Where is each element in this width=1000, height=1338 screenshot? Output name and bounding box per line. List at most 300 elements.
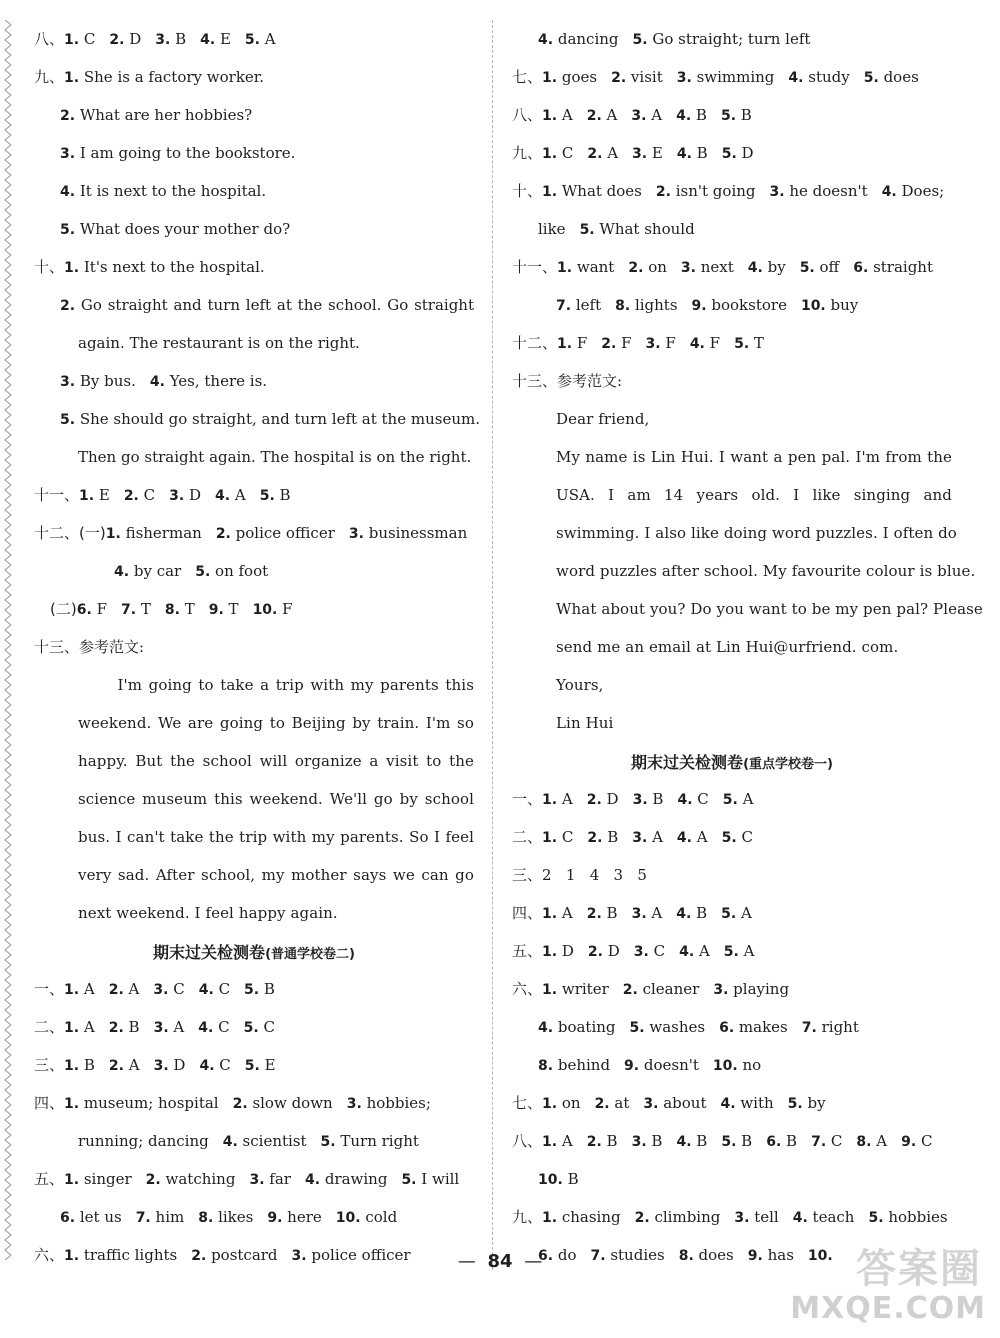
essay-line: My name is Lin Hui. I want a pen pal. I'm from the [556, 448, 952, 466]
question-number: 2. [60, 108, 76, 124]
answer-column-left [34, 20, 480, 1274]
answer-line [512, 970, 952, 1008]
binding-edge-zigzag [4, 20, 12, 1260]
answer-text: singer [83, 1170, 132, 1188]
section-number: 七、 [512, 68, 543, 86]
question-number: 1. [64, 70, 80, 86]
essay-line: send me an email at Lin Hui@urfriend. com. [556, 638, 899, 656]
answer-line [512, 1160, 952, 1198]
answer-item [538, 1170, 579, 1188]
answer-text: he doesn't [789, 182, 868, 200]
answer-item [632, 1132, 663, 1150]
question-number: 5. [632, 32, 648, 48]
answer-item [209, 600, 239, 618]
answer-text: studies [610, 1246, 665, 1264]
answer-item [136, 1208, 185, 1226]
question-number: 2. [622, 982, 638, 998]
answer-line [512, 134, 952, 172]
question-number: 8. [678, 1248, 694, 1264]
question-number: 1. [542, 982, 558, 998]
answer-text: C [697, 790, 709, 808]
question-number: 5. [722, 792, 738, 808]
answer-line [512, 248, 952, 286]
answer-item [656, 182, 756, 200]
answer-text: B [741, 1132, 753, 1150]
answer-text: swimming [696, 68, 775, 86]
answer-text: I will [421, 1170, 460, 1188]
answer-item [542, 790, 573, 808]
answer-line [512, 780, 952, 818]
answer-item [109, 1018, 140, 1036]
question-number: 4. [304, 1172, 321, 1188]
answer-text: has [767, 1246, 794, 1264]
answer-text: museum; hospital [83, 1094, 219, 1112]
question-number: 5. [579, 222, 595, 238]
question-number: 4. [676, 146, 692, 162]
column-divider [492, 20, 493, 1270]
question-number: 4. [222, 1134, 238, 1150]
question-number: 6. [76, 602, 92, 618]
answer-line [512, 20, 952, 58]
answer-text: does [698, 1246, 734, 1264]
answer-text: again. The restaurant is on the right. [78, 334, 360, 352]
answer-text: by car [133, 562, 182, 580]
question-number: 3. [169, 488, 185, 504]
answer-item [169, 486, 201, 504]
question-number: 6. [719, 1020, 735, 1036]
section-number: 三、 [34, 1056, 65, 1074]
answer-line [512, 1122, 952, 1160]
answer-item [587, 828, 618, 846]
answer-text: C [218, 1018, 230, 1036]
question-number: 4. [676, 1134, 692, 1150]
answer-text: A [740, 904, 752, 922]
question-number: 3. [676, 70, 692, 86]
question-number: 2. [594, 1096, 610, 1112]
answer-text: C [561, 144, 574, 162]
question-number: 1. [64, 260, 80, 276]
essay-line: I'm going to take a trip with my parents this [78, 676, 474, 694]
answer-text: A [561, 106, 573, 124]
answer-line [34, 1084, 474, 1122]
answer-item [802, 1018, 859, 1036]
answer-text: Then go straight again. The hospital is on the right. [78, 448, 472, 466]
answer-text: on [648, 258, 667, 276]
answer-line [512, 1008, 952, 1046]
question-number: 9. [747, 1248, 763, 1264]
answer-item [692, 296, 787, 314]
answer-text: Go straight; turn left [652, 30, 811, 48]
question-number: 4. [538, 1020, 554, 1036]
question-number: 10. [335, 1210, 361, 1226]
answer-item [646, 334, 676, 352]
answer-item [676, 904, 707, 922]
answer-text: chasing [561, 1208, 621, 1226]
answer-item [60, 182, 266, 200]
answer-text: C [653, 942, 666, 960]
answer-text: let us [79, 1208, 122, 1226]
question-number: 5. [244, 1058, 260, 1074]
answer-line [34, 96, 474, 134]
question-number: 1. [64, 1096, 80, 1112]
essay-line: weekend. We are going to Beijing by train. I'm so [78, 714, 474, 732]
answer-line [34, 970, 474, 1008]
answer-text: on [561, 1094, 581, 1112]
answer-item [624, 1056, 699, 1074]
section-number: 十、 [512, 182, 543, 200]
answer-text: I am going to the bookstore. [79, 144, 296, 162]
answer-item [587, 1132, 618, 1150]
answer-line [34, 1008, 474, 1046]
answer-line [512, 324, 952, 362]
essay-line: Yours, [556, 676, 604, 694]
answer-line [512, 818, 952, 856]
question-number: 1. [64, 1058, 80, 1074]
question-number: 7. [120, 602, 137, 618]
answer-text: T [753, 334, 764, 352]
answer-text: A [742, 790, 754, 808]
answer-line [512, 96, 952, 134]
answer-text: A [651, 106, 663, 124]
essay-line: next weekend. I feel happy again. [78, 904, 338, 922]
answer-item [538, 30, 619, 48]
section-number: 九、 [512, 144, 543, 162]
question-number: 10. [807, 1248, 833, 1264]
question-number: 4. [200, 32, 216, 48]
answer-text: E [219, 30, 231, 48]
answer-text: police officer [311, 1246, 411, 1264]
answer-line [512, 894, 952, 932]
question-number: 2. [586, 906, 602, 922]
answer-line [512, 286, 952, 324]
answer-item [60, 296, 474, 314]
question-number: 5. [734, 336, 750, 352]
answer-text: D [173, 1056, 186, 1074]
answer-text: D [188, 486, 202, 504]
answer-item [542, 942, 574, 960]
answer-text: C [218, 980, 231, 998]
answer-text: likes [218, 1208, 254, 1226]
answer-text: boating [557, 1018, 616, 1036]
answer-text: behind [557, 1056, 611, 1074]
answer-line [34, 476, 474, 514]
answer-item [109, 30, 141, 48]
answer-item [77, 600, 107, 618]
question-number: 2. [655, 184, 671, 200]
question-number: 3. [680, 260, 696, 276]
question-number: 10. [712, 1058, 738, 1074]
answer-item [788, 68, 849, 86]
answer-text: straight [873, 258, 933, 276]
answer-line [34, 20, 474, 58]
section-number: 五、 [34, 1170, 65, 1188]
answer-text: Go straight and turn left at the school. Go straight [80, 296, 474, 314]
section-number: 十、 [34, 258, 65, 276]
answer-item [542, 144, 573, 162]
question-number: 2. [108, 1020, 124, 1036]
answer-text: E [264, 1056, 276, 1074]
question-number: 5. [799, 260, 815, 276]
answer-item [721, 904, 752, 922]
answer-item [60, 220, 290, 238]
question-number: 8. [538, 1058, 554, 1074]
question-number: 5. [723, 944, 739, 960]
question-number: 3. [631, 108, 647, 124]
answer-line [34, 1198, 474, 1236]
answer-item [588, 942, 620, 960]
answer-text: 参考范文: [557, 372, 623, 390]
heading-title: 期末过关检测卷 [631, 753, 744, 772]
answer-text: B [695, 106, 707, 124]
section-number: 十二、(一) [34, 524, 106, 542]
answer-text: by [767, 258, 786, 276]
heading-subtitle: (普通学校卷二) [265, 947, 355, 962]
question-number: 2. [628, 260, 644, 276]
question-number: 3. [249, 1172, 265, 1188]
answer-text: like [538, 220, 566, 238]
answer-item [233, 1094, 333, 1112]
answer-text: A [652, 828, 663, 846]
answer-line [34, 134, 474, 172]
question-number: 5. [195, 564, 211, 580]
answer-item [64, 1094, 219, 1112]
answer-text: scientist [242, 1132, 307, 1150]
question-number: 4. [792, 1210, 808, 1226]
question-number: 2. [109, 32, 125, 48]
answer-text: about [663, 1094, 707, 1112]
question-number: 4. [676, 906, 692, 922]
answer-item [677, 68, 775, 86]
answer-item [64, 980, 95, 998]
answer-text: 参考范文: [79, 638, 145, 656]
answer-item [811, 1132, 842, 1150]
question-number: 3. [633, 944, 649, 960]
answer-item [882, 182, 945, 200]
footer-dash-right: — [524, 1251, 543, 1272]
question-number: 8. [198, 1210, 214, 1226]
answer-text: B [607, 828, 619, 846]
answer-item [249, 1170, 291, 1188]
answer-item [580, 220, 695, 238]
answer-text: C [83, 30, 96, 48]
answer-text: D [129, 30, 142, 48]
question-number: 3. [60, 146, 76, 162]
answer-item [611, 68, 663, 86]
question-number: 4. [689, 336, 705, 352]
answer-text: washes [649, 1018, 706, 1036]
question-number: 2. [611, 70, 627, 86]
answer-text: 2 1 4 3 5 [542, 866, 647, 884]
question-number: 1. [64, 1248, 80, 1264]
answer-text: A [561, 904, 573, 922]
question-number: 3. [643, 1096, 659, 1112]
answer-text: visit [630, 68, 663, 86]
question-number: 2. [587, 146, 603, 162]
answer-text: A [128, 980, 140, 998]
answer-text: E [651, 144, 663, 162]
answer-text: by [807, 1094, 826, 1112]
answer-line [34, 362, 474, 400]
answer-item [677, 828, 708, 846]
question-number: 5. [401, 1172, 417, 1188]
answer-item [856, 1132, 887, 1150]
essay-line: What about you? Do you want to be my pen pal? Please [556, 600, 983, 618]
answer-item [542, 1094, 581, 1112]
answer-line [512, 856, 952, 894]
question-number: 6. [766, 1134, 782, 1150]
answer-text: D [741, 144, 754, 162]
answer-item [64, 258, 265, 276]
answer-text: B [786, 1132, 798, 1150]
answer-item [79, 486, 110, 504]
answer-line [34, 590, 474, 628]
question-number: 2. [108, 982, 124, 998]
answer-item [635, 1208, 721, 1226]
question-number: 3. [632, 146, 648, 162]
answer-item [64, 1056, 95, 1074]
subsection-label: (二) [50, 600, 77, 618]
answer-item [199, 1056, 230, 1074]
answer-text: A [173, 1018, 185, 1036]
answer-line [512, 58, 952, 96]
answer-text: lights [634, 296, 678, 314]
answer-item [78, 448, 471, 466]
answer-line [512, 1198, 952, 1236]
question-number: 3. [291, 1248, 307, 1264]
answer-item [64, 1018, 95, 1036]
question-number: 3. [346, 1096, 362, 1112]
essay-line: Dear friend, [556, 410, 650, 428]
question-number: 1. [542, 944, 558, 960]
question-number: 4. [198, 1020, 214, 1036]
question-number: 4. [676, 830, 692, 846]
answer-line [512, 210, 952, 248]
answer-text: him [155, 1208, 185, 1226]
answer-text: C [920, 1132, 933, 1150]
answer-text: tell [754, 1208, 779, 1226]
answer-item [146, 1170, 236, 1188]
answer-text: postcard [211, 1246, 278, 1264]
question-number: 7. [801, 1020, 817, 1036]
section-number: 六、 [512, 980, 543, 998]
question-number: 1. [542, 1134, 558, 1150]
answer-line [34, 400, 480, 438]
answer-item [557, 334, 587, 352]
answer-line [34, 248, 474, 286]
answer-item [677, 144, 708, 162]
answer-text: right [821, 1018, 859, 1036]
watermark-text-en: MXQE.COM [790, 1291, 986, 1326]
exam-section-heading [34, 932, 474, 970]
question-number: 2. [232, 1096, 248, 1112]
answer-item [60, 410, 480, 428]
question-number: 4. [60, 184, 76, 200]
answer-text: C [830, 1132, 843, 1150]
answer-item [557, 258, 614, 276]
question-number: 1. [542, 906, 558, 922]
answer-item [557, 372, 622, 390]
essay-line: happy. But the school will organize a visit to the [78, 752, 474, 770]
question-number: 1. [557, 260, 573, 276]
answer-item [713, 980, 789, 998]
question-number: 5. [629, 1020, 645, 1036]
answer-text: B [567, 1170, 579, 1188]
answer-item [542, 182, 642, 200]
answer-text: A [698, 942, 710, 960]
answer-text: A [696, 828, 708, 846]
question-number: 1. [542, 184, 558, 200]
answer-text: watching [165, 1170, 236, 1188]
section-number: 十一、 [34, 486, 80, 504]
answer-item [542, 1132, 573, 1150]
answer-item [198, 1208, 253, 1226]
question-number: 1. [64, 1020, 80, 1036]
question-number: 3. [632, 830, 648, 846]
answer-text: study [808, 68, 850, 86]
answer-text: A [264, 30, 276, 48]
answer-text: D [561, 942, 574, 960]
answer-item [632, 904, 663, 922]
answer-line [34, 58, 474, 96]
answer-text: on foot [215, 562, 269, 580]
answer-item [121, 600, 151, 618]
question-number: 1. [542, 70, 558, 86]
question-number: 8. [164, 602, 180, 618]
question-number: 3. [631, 1134, 647, 1150]
question-number: 3. [734, 1210, 750, 1226]
question-number: 2. [586, 792, 602, 808]
answer-text: businessman [368, 524, 468, 542]
answer-item [245, 30, 276, 48]
answer-text: do [557, 1246, 577, 1264]
answer-item [244, 1018, 275, 1036]
answer-text: C [173, 980, 185, 998]
answer-item [199, 980, 230, 998]
answer-item [223, 1132, 307, 1150]
answer-item [79, 638, 144, 656]
section-number: 一、 [512, 790, 543, 808]
answer-text: F [621, 334, 632, 352]
answer-item [721, 1132, 752, 1150]
answer-item [631, 106, 662, 124]
question-number: 2. [145, 1172, 161, 1188]
question-number: 5. [244, 32, 260, 48]
answer-line [34, 1122, 474, 1160]
section-number: 九、 [512, 1208, 543, 1226]
question-number: 4. [198, 982, 214, 998]
section-number: 八、 [34, 30, 65, 48]
answer-text: A [234, 486, 246, 504]
answer-text: B [279, 486, 291, 504]
question-number: 3. [155, 32, 171, 48]
answer-text: teach [812, 1208, 855, 1226]
answer-line [34, 628, 474, 666]
answer-text: dancing [557, 30, 619, 48]
answer-text: next [700, 258, 734, 276]
answer-text: What should [599, 220, 695, 238]
answer-item [628, 258, 667, 276]
answer-item [556, 296, 601, 314]
answer-text: A [606, 106, 618, 124]
question-number: 5. [721, 830, 737, 846]
answer-item [587, 904, 618, 922]
answer-item [542, 866, 647, 884]
answer-item [78, 334, 360, 352]
answer-item [623, 980, 700, 998]
question-number: 2. [587, 830, 603, 846]
section-number: 八、 [512, 106, 543, 124]
section-number: 六、 [34, 1246, 65, 1264]
